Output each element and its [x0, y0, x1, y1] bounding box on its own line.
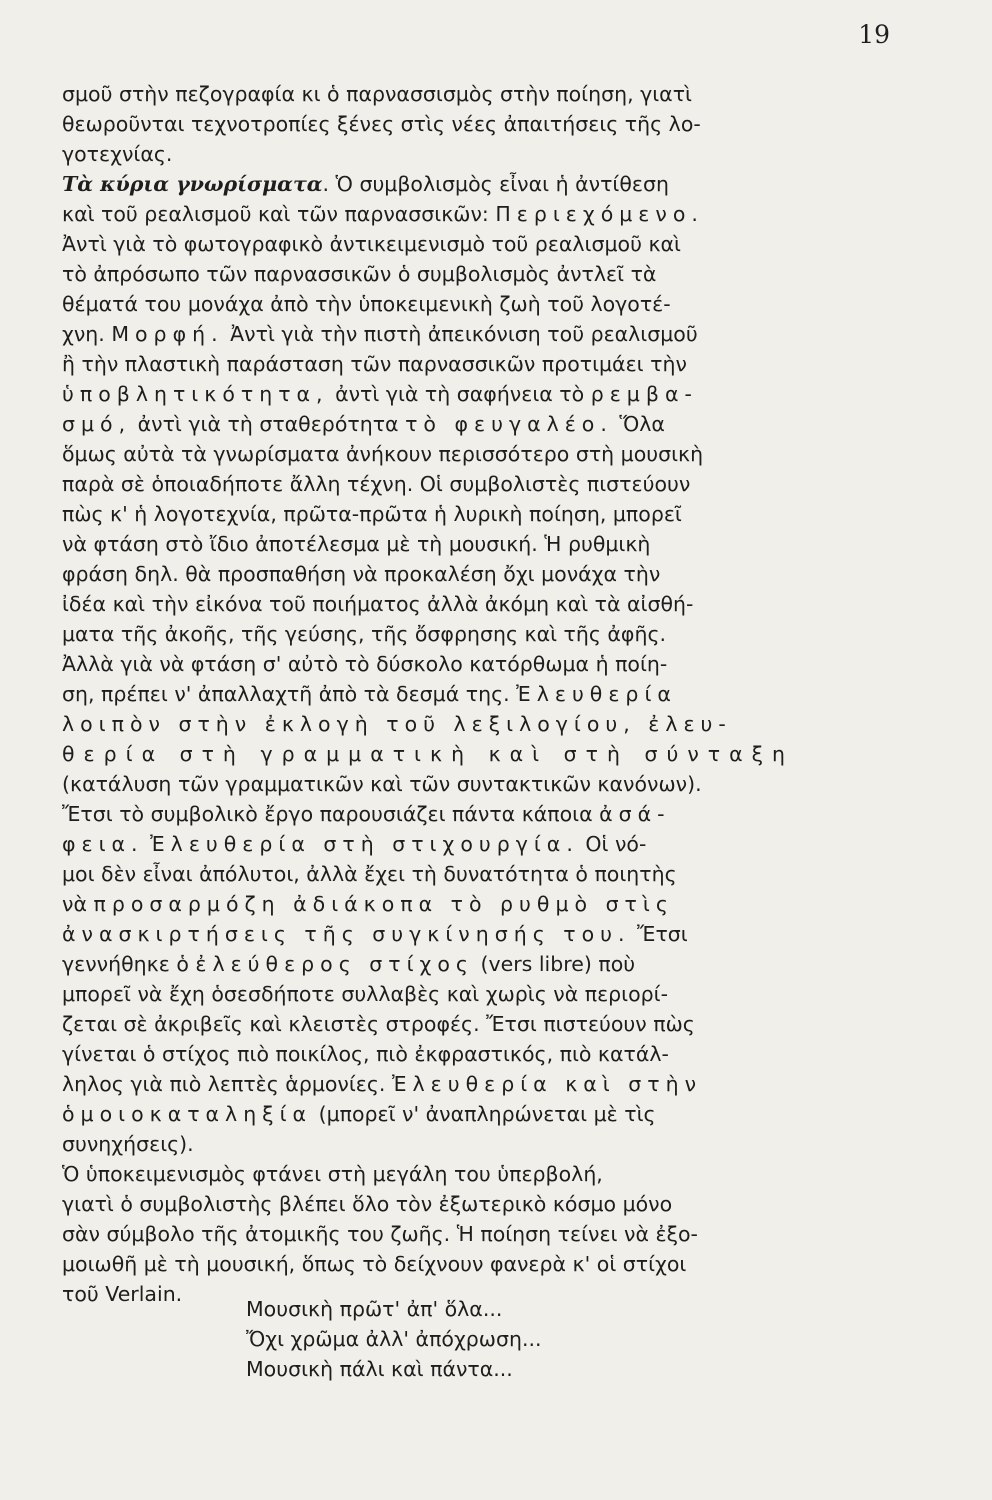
poem-excerpt [246, 1294, 542, 1384]
poem-line: Ὄχι χρῶμα ἀλλ' ἀπόχρωση... [246, 1327, 542, 1351]
text-line [62, 919, 900, 949]
text-run: νὰ φτάση στὸ ἴδιο ἀποτέλεσμα μὲ τὴ μουσική. Ἡ ρυθμικὴ [62, 532, 651, 556]
text-run: γιατὶ ὁ συμβολιστὴς βλέπει ὅλο τὸν ἐξωτερικὸ κόσμο μόνο [62, 1192, 673, 1216]
emphasized-text: ἐλεύθερος στίχος [195, 952, 474, 976]
text-line [62, 889, 900, 919]
text-line [62, 829, 900, 859]
text-run: (vers libre) ποὺ [473, 952, 636, 976]
text-run: μοιωθῆ μὲ τὴ μουσική, ὅπως τὸ δείχνουν φανερὰ κ' οἱ στίχοι [62, 1252, 687, 1276]
text-line [62, 589, 900, 619]
emphasized-text: Ἐλευθερία [516, 682, 677, 706]
text-run: ματα τῆς ἀκοῆς, τῆς γεύσης, τῆς ὄσφρησης καὶ τῆς ἀφῆς. [62, 622, 666, 646]
text-run: ἢ τὴν πλαστικὴ παράσταση τῶν παρνασσικῶν προτιμάει τὴν [62, 352, 687, 376]
text-line [62, 559, 900, 589]
text-run: θεωροῦνται τεχνοτροπίες ξένες στὶς νέες ἀπαιτήσεις τῆς λο- [62, 112, 701, 136]
text-run: γοτεχνίας. [62, 142, 173, 166]
text-line [62, 439, 900, 469]
text-run: Ἀντὶ γιὰ τὴν πιστὴ ἀπεικόνιση τοῦ ρεαλισμοῦ [223, 322, 698, 346]
text-line [62, 109, 900, 139]
text-line [62, 1159, 900, 1189]
text-run: θέματά του μονάχα ἀπὸ τὴν ὑποκειμενικὴ ζωὴ τοῦ λογοτέ- [62, 292, 671, 316]
text-run: καὶ τοῦ ρεαλισμοῦ καὶ τῶν παρνασσικῶν: [62, 202, 496, 226]
emphasized-text: τὸ φευγαλέο. [405, 412, 613, 436]
emphasized-text: θερία στὴ γραμματικὴ καὶ στὴ σύνταξη [62, 742, 795, 766]
text-line [62, 859, 900, 889]
emphasized-text: ὑποβλητικότητα, [62, 382, 329, 406]
text-run: πὼς κ' ἡ λογοτεχνία, πρῶτα-πρῶτα ἡ λυρικὴ ποίηση, μπορεῖ [62, 502, 682, 526]
text-run: γίνεται ὁ στίχος πιὸ ποικίλος, πιὸ ἐκφραστικός, πιὸ κατάλ- [62, 1042, 669, 1066]
text-run: ζεται σὲ ἀκριβεῖς καὶ κλειστὲς στροφές. Ἔτσι πιστεύουν πὼς [62, 1012, 695, 1036]
text-line [62, 619, 900, 649]
text-line [62, 139, 900, 169]
emphasized-text: Περιεχόμενο. [495, 202, 704, 226]
emphasized-text: ὁμοιοκαταληξία [62, 1102, 313, 1126]
text-line [62, 679, 900, 709]
text-line [62, 949, 900, 979]
text-run: Ἔτσι [630, 922, 688, 946]
text-line [62, 799, 900, 829]
text-run: φράση δηλ. θὰ προσπαθήση νὰ προκαλέση ὄχι μονάχα τὴν [62, 562, 661, 586]
body-text [62, 79, 900, 1309]
text-line [62, 1129, 900, 1159]
emphasized-text: ἀνασκιρτήσεις τῆς συγκίνησής του. [62, 922, 631, 946]
text-line [62, 1189, 900, 1219]
text-line [62, 1009, 900, 1039]
text-line [62, 349, 900, 379]
emphasized-text: Ἐλευθερία στὴ στιχουργία. [150, 832, 579, 856]
emphasized-text: σμό, [62, 412, 132, 436]
text-line [62, 649, 900, 679]
emphasized-text: ἀσά- [599, 802, 671, 826]
text-line [62, 319, 900, 349]
text-run: ὅμως αὐτὰ τὰ γνωρίσματα ἀνήκουν περισσότερο στὴ μουσικὴ [62, 442, 704, 466]
text-run: ἰδέα καὶ τὴν εἰκόνα τοῦ ποιήματος ἀλλὰ ἀκόμη καὶ τὰ αἰσθή- [62, 592, 694, 616]
text-run: Ὅλα [612, 412, 665, 436]
emphasized-text: Ἐλευθερία καὶ στὴν [391, 1072, 703, 1096]
text-run: . Ὁ συμβολισμὸς εἶναι ἡ ἀντίθεση [322, 172, 669, 196]
text-run: μπορεῖ νὰ ἔχη ὁσεσδήποτε συλλαβὲς καὶ χωρὶς νὰ περιορί- [62, 982, 668, 1006]
text-line [62, 1099, 900, 1129]
text-line [62, 1249, 900, 1279]
text-run: ση, πρέπει ν' ἀπαλλαχτῆ ἀπὸ τὰ δεσμά της. [62, 682, 517, 706]
text-run: (κατάλυση τῶν γραμματικῶν καὶ τῶν συντακτικῶν κανόνων). [62, 772, 702, 796]
text-run: Ἀλλὰ γιὰ νὰ φτάση σ' αὐτὸ τὸ δύσκολο κατόρθωμα ἡ ποίη- [62, 652, 668, 676]
text-line [62, 1039, 900, 1069]
emphasized-text: Τὰ κύρια γνωρίσματα [62, 172, 323, 196]
text-line [62, 469, 900, 499]
text-run: τὸ ἀπρόσωπο τῶν παρνασσικῶν ὁ συμβολισμὸς ἀντλεῖ τὰ [62, 262, 657, 286]
text-line [62, 289, 900, 319]
text-line [62, 769, 900, 799]
text-line [62, 199, 900, 229]
text-run: Ὁ ὑποκειμενισμὸς φτάνει στὴ μεγάλη του ὑπερβολή, [62, 1162, 603, 1186]
text-run: ἀντὶ γιὰ τὴ σταθερότητα [131, 412, 406, 436]
text-run: γεννήθηκε ὁ [62, 952, 196, 976]
emphasized-text: λοιπὸν στὴν ἐκλογὴ τοῦ λεξιλογίου, ἐλευ- [62, 712, 732, 736]
text-run: τοῦ Verlain. [62, 1282, 183, 1306]
text-run: σμοῦ στὴν πεζογραφία κι ὁ παρνασσισμὸς στὴν ποίηση, γιατὶ [62, 82, 692, 106]
text-run: Οἱ νό- [578, 832, 647, 856]
text-run: ληλος γιὰ πιὸ λεπτὲς ἁρμονίες. [62, 1072, 392, 1096]
text-line [62, 499, 900, 529]
text-line [62, 259, 900, 289]
text-run: παρὰ σὲ ὁποιαδήποτε ἄλλη τέχνη. Οἱ συμβολιστὲς πιστεύουν [62, 472, 691, 496]
text-run: σὰν σύμβολο τῆς ἀτομικῆς του ζωῆς. Ἡ ποίηση τείνει νὰ ἐξο- [62, 1222, 698, 1246]
emphasized-text: προσαρμόζη ἀδιάκοπα τὸ ρυθμὸ στὶς [93, 892, 674, 916]
text-line [62, 979, 900, 1009]
poem-line: Μουσικὴ πρῶτ' ἀπ' ὅλα... [246, 1297, 503, 1321]
text-run: μοι δὲν εἶναι ἀπόλυτοι, ἀλλὰ ἔχει τὴ δυνατότητα ὁ ποιητὴς [62, 862, 677, 886]
text-line [62, 709, 900, 739]
emphasized-text: ρεμβα- [590, 382, 698, 406]
text-run: χνη. [62, 322, 112, 346]
text-line [62, 1219, 900, 1249]
text-line [62, 169, 900, 199]
page-number: 19 [858, 20, 890, 49]
poem-line: Μουσικὴ πάλι καὶ πάντα... [246, 1357, 513, 1381]
text-line [62, 409, 900, 439]
text-run: ἀντὶ γιὰ τὴ σαφήνεια τὸ [328, 382, 591, 406]
text-run: νὰ [62, 892, 94, 916]
text-line [62, 529, 900, 559]
text-run: συνηχήσεις). [62, 1132, 194, 1156]
text-line [62, 739, 900, 769]
text-line [62, 229, 900, 259]
text-line [62, 79, 900, 109]
emphasized-text: φεια. [62, 832, 144, 856]
text-run: (μπορεῖ ν' ἀναπληρώνεται μὲ τὶς [312, 1102, 656, 1126]
emphasized-text: Μορφή. [111, 322, 224, 346]
text-run: Ἀντὶ γιὰ τὸ φωτογραφικὸ ἀντικειμενισμὸ τοῦ ρεαλισμοῦ καὶ [62, 232, 681, 256]
text-run: Ἔτσι τὸ συμβολικὸ ἔργο παρουσιάζει πάντα κάποια [62, 802, 600, 826]
text-line [62, 379, 900, 409]
text-line [62, 1069, 900, 1099]
